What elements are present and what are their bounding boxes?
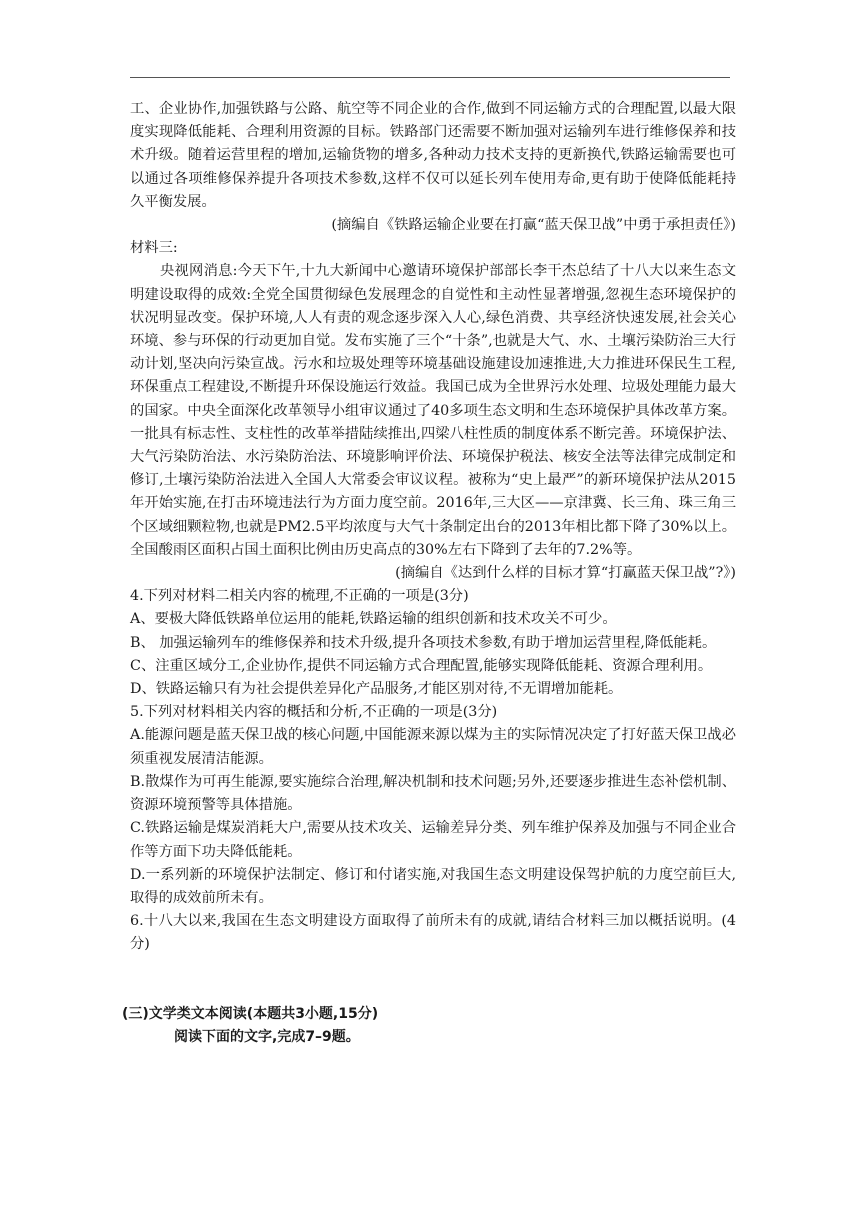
question-5-option-a: A.能源问题是蓝天保卫战的核心问题,中国能源来源以煤为主的实际情况决定了打好蓝天保卫战必须重视发展清洁能源。	[130, 727, 736, 767]
header-rule	[130, 77, 730, 78]
question-5-stem: 5.下列对材料相关内容的概括和分析,不正确的一项是(3分)	[130, 704, 498, 721]
material3-paragraph: 央视网消息:今天下午,十九大新闻中心邀请环境保护部部长李干杰总结了十八大以来生态文明建设取得的成效:全党全国贯彻绿色发展理念的自觉性和主动性显著增强,忽视生态环境保护的状况明显改变。保护环境,人人有责的观念逐步深入人心,绿色消费、共享经济快速发展,社会关心环境、参与环保的行动更加自觉。发布实施了三个“十条”,也就是大气、水、土壤污染防治三大行动计划,坚决向污染宣战。污水和垃圾处理等环境基础设施建设加速推进,大力推进环保民生工程,环保重点工程建设,不断提升环保设施运行效益。我国已成为全世界污水处理、垃圾处理能力最大的国家。中央全面深化改革领导小组审议通过了40多项生态文明和生态环境保护具体改革方案。一批具有标志性、支柱性的改革举措陆续推出,四梁八柱性质的制度体系不断完善。环境保护法、大气污染防治法、水污染防治法、环境影响评价法、环境保护税法、核安全法等法律完成制定和修订,土壤污染防治法进入全国人大常委会审议议程。被称为“史上最严”的新环境保护法从2015年开始实施,在打击环境违法行为方面力度空前。2016年,三大区——京津冀、长三角、珠三角三个区域细颗粒物,也就是PM2.5平均浓度与大气十条制定出台的2013年相比都下降了30%以上。全国酸雨区面积占国土面积比例由历史高点的30%左右下降到了去年的7.2%等。	[130, 263, 736, 558]
source-citation-3: (摘编自《达到什么样的目标才算“打赢蓝天保卫战”?》)	[395, 565, 736, 582]
document-page	[122, 98, 736, 1049]
question-5-option-b: B.散煤作为可再生能源,要实施综合治理,解决机制和技术问题;另外,还要逐步推进生态补偿机制、资源环境预警等具体措施。	[130, 773, 736, 814]
question-4-stem: 4.下列对材料二相关内容的梳理,不正确的一项是(3分)	[130, 588, 469, 605]
section-3-heading: (三)文学类文本阅读(本题共3小题,15分)	[122, 1005, 379, 1022]
question-4-option-c: C、注重区域分工,企业协作,提供不同运输方式合理配置,能够实现降低能耗、资源合理利用。	[130, 657, 713, 674]
section-3-instruction: 阅读下面的文字,完成7–9题。	[174, 1028, 360, 1045]
question-6: 6.十八大以来,我国在生态文明建设方面取得了前所未有的成就,请结合材料三加以概括说明。(4分)	[130, 913, 736, 953]
question-5-option-d: D.一系列新的环境保护法制定、修订和付诸实施,对我国生态文明建设保驾护航的力度空前巨大,取得的成效前所未有。	[130, 866, 736, 906]
question-5-option-c: C.铁路运输是煤炭消耗大户,需要从技术攻关、运输差异分类、列车维护保养及加强与不同企业合作等方面下功夫降低能耗。	[130, 820, 736, 860]
spacer	[130, 957, 736, 1003]
source-citation-2: (摘编自《铁路运输企业要在打赢“蓝天保卫战”中勇于承担责任》)	[331, 217, 736, 234]
question-4-option-b: B、 加强运输列车的维修保养和技术升级,提升各项技术参数,有助于增加运营里程,降低能耗。	[130, 634, 717, 651]
material3-heading: 材料三:	[130, 240, 178, 257]
material2-paragraph: 工、企业协作,加强铁路与公路、航空等不同企业的合作,做到不同运输方式的合理配置,以最大限度实现降低能耗、合理利用资源的目标。铁路部门还需要不断加强对运输列车进行维修保养和技术升级。随着运营里程的增加,运输货物的增多,各种动力技术支持的更新换代,铁路运输需要也可以通过各项维修保养提升各项技术参数,这样不仅可以延长列车使用寿命,更有助于使降低能耗持久平衡发展。	[130, 101, 736, 210]
question-4-option-d: D、铁路运输只有为社会提供差异化产品服务,才能区别对待,不无谓增加能耗。	[130, 681, 623, 698]
question-4-option-a: A、要极大降低铁路单位运用的能耗,铁路运输的组织创新和技术攻关不可少。	[130, 611, 617, 628]
